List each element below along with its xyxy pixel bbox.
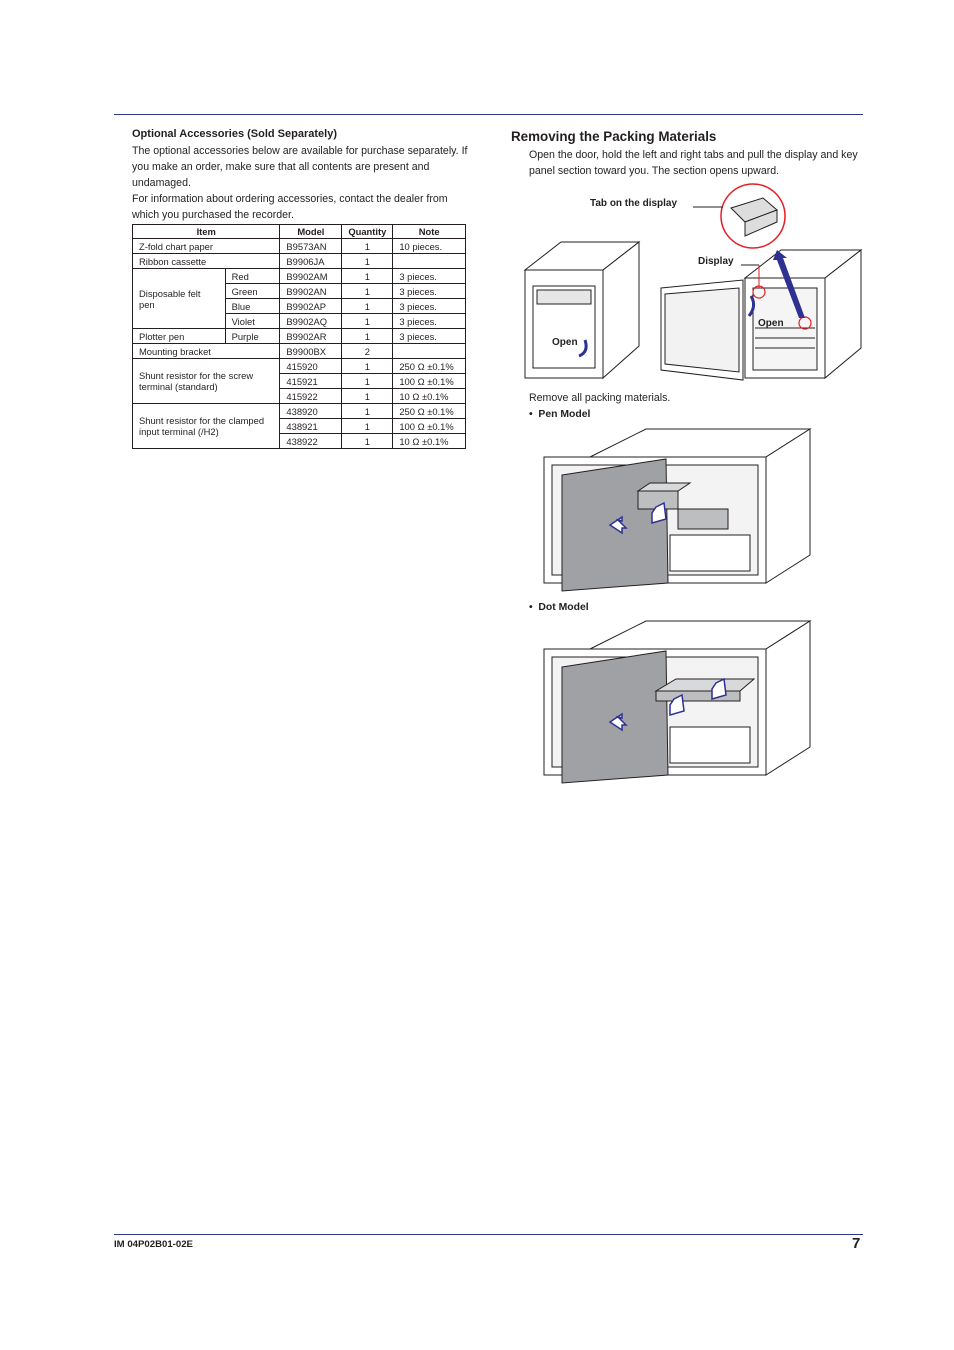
cell-item: Shunt resistor for the screw terminal (standard): [133, 359, 280, 404]
table-row: [133, 239, 466, 254]
cell-qty: 2: [342, 344, 393, 359]
cell-item: Ribbon cassette: [133, 254, 280, 269]
cell-model: 415920: [280, 359, 342, 374]
table-row: [133, 404, 466, 419]
cell-model: B9902AQ: [280, 314, 342, 329]
bullet-dot-model: • Dot Model: [529, 602, 589, 613]
cell-model: B9900BX: [280, 344, 342, 359]
col-header-item: Item: [133, 225, 280, 239]
packing-heading: Removing the Packing Materials: [511, 129, 717, 144]
cell-item: Z-fold chart paper: [133, 239, 280, 254]
cell-qty: 1: [342, 284, 393, 299]
col-header-note: Note: [393, 225, 466, 239]
cell-color: Green: [225, 284, 280, 299]
cell-note: 3 pieces.: [393, 314, 466, 329]
document-id: IM 04P02B01-02E: [114, 1239, 193, 1250]
cell-note: [393, 344, 466, 359]
label-open-right: Open: [758, 318, 784, 329]
pen-model-illustration: [540, 425, 815, 595]
cell-item: Disposable felt pen: [133, 269, 226, 329]
bullet-pen-model: • Pen Model: [529, 409, 591, 420]
cell-note: 3 pieces.: [393, 269, 466, 284]
cell-model: B9573AN: [280, 239, 342, 254]
cell-qty: 1: [342, 419, 393, 434]
dot-model-illustration: [540, 617, 815, 787]
cell-qty: 1: [342, 314, 393, 329]
accessories-paragraph-2: For information about ordering accessories, contact the dealer from which you purchased the recorder.: [132, 193, 448, 221]
table-row: [133, 269, 466, 284]
cell-model: 415922: [280, 389, 342, 404]
header-rule: [114, 114, 863, 115]
cell-model: 438921: [280, 419, 342, 434]
packing-sheet: [562, 651, 668, 783]
cell-qty: 1: [342, 359, 393, 374]
cell-note: 250 Ω ±0.1%: [393, 359, 466, 374]
cell-qty: 1: [342, 404, 393, 419]
cell-model: B9902AR: [280, 329, 342, 344]
packing-section: [511, 128, 871, 179]
cell-color: Violet: [225, 314, 280, 329]
table-row: [133, 344, 466, 359]
cell-qty: 1: [342, 434, 393, 449]
accessories-paragraph-1: The optional accessories below are available for purchase separately. If you make an order, make sure that all contents are present and undamaged.: [132, 145, 468, 189]
cell-color: Purple: [225, 329, 280, 344]
cell-qty: 1: [342, 299, 393, 314]
recorder-window-left: [537, 290, 591, 304]
cell-note: 3 pieces.: [393, 299, 466, 314]
cell-note: 3 pieces.: [393, 284, 466, 299]
table-header-row: [133, 225, 466, 239]
accessories-table: [132, 224, 466, 449]
packing-tray: [656, 691, 740, 701]
remove-instructions: Remove all packing materials.: [529, 392, 671, 404]
label-open-left: Open: [552, 337, 578, 348]
cell-model: 438920: [280, 404, 342, 419]
cell-qty: 1: [342, 254, 393, 269]
table-row: [133, 329, 466, 344]
cell-model: B9902AN: [280, 284, 342, 299]
packing-paragraph: Open the door, hold the left and right tabs and pull the display and key panel section toward you. The section opens upward.: [529, 149, 858, 177]
page-number: 7: [852, 1235, 861, 1252]
table-row: [133, 359, 466, 374]
table-row: [133, 254, 466, 269]
pen-model-label: Pen Model: [538, 409, 591, 420]
cell-model: B9906JA: [280, 254, 342, 269]
col-header-model: Model: [280, 225, 342, 239]
cell-model: B9902AP: [280, 299, 342, 314]
cell-item: Shunt resistor for the clamped input terminal (/H2): [133, 404, 280, 449]
cell-qty: 1: [342, 389, 393, 404]
cell-item: Mounting bracket: [133, 344, 280, 359]
cell-model: 438922: [280, 434, 342, 449]
cell-qty: 1: [342, 329, 393, 344]
cell-color: Blue: [225, 299, 280, 314]
cell-note: 100 Ω ±0.1%: [393, 419, 466, 434]
door-open-illustration: [515, 178, 865, 388]
cell-note: 10 Ω ±0.1%: [393, 434, 466, 449]
accessories-heading: Optional Accessories (Sold Separately): [132, 128, 337, 140]
label-tab-on-display: Tab on the display: [590, 198, 678, 209]
label-display: Display: [698, 256, 734, 267]
footer-rule: [114, 1234, 863, 1235]
cell-item: Plotter pen: [133, 329, 226, 344]
cell-qty: 1: [342, 239, 393, 254]
cell-model: B9902AM: [280, 269, 342, 284]
accessories-section: [132, 127, 468, 223]
dot-model-label: Dot Model: [538, 602, 589, 613]
col-header-quantity: Quantity: [342, 225, 393, 239]
cell-color: Red: [225, 269, 280, 284]
cell-note: 10 pieces.: [393, 239, 466, 254]
cell-note: 100 Ω ±0.1%: [393, 374, 466, 389]
cell-qty: 1: [342, 269, 393, 284]
cell-note: 3 pieces.: [393, 329, 466, 344]
cell-note: [393, 254, 466, 269]
cell-note: 10 Ω ±0.1%: [393, 389, 466, 404]
cell-qty: 1: [342, 374, 393, 389]
cell-note: 250 Ω ±0.1%: [393, 404, 466, 419]
cell-model: 415921: [280, 374, 342, 389]
